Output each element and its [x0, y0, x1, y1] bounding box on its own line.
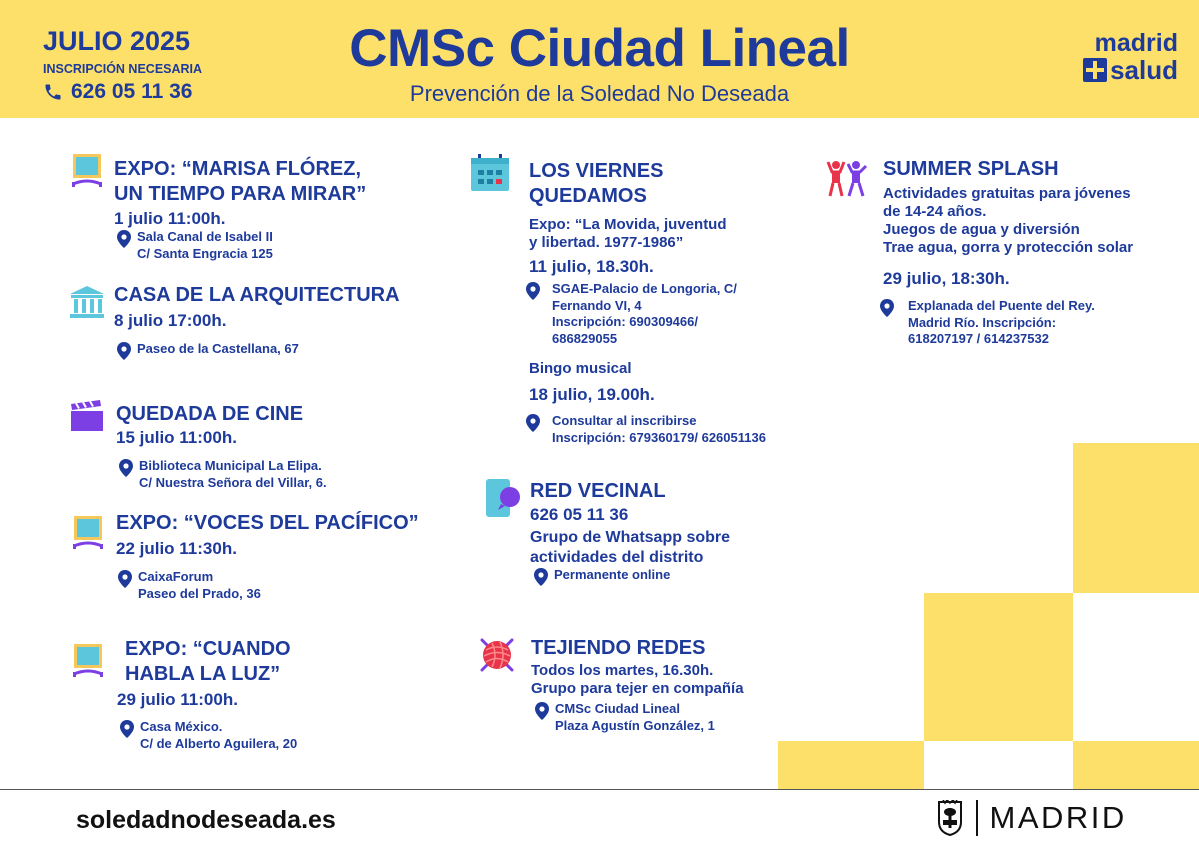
- location-line: Sala Canal de Isabel II: [137, 229, 273, 244]
- deco-block: [924, 593, 1073, 741]
- logo-salud-text: salud: [1110, 55, 1178, 85]
- event-description: Juegos de agua y diversión: [883, 221, 1080, 238]
- location-line: Explanada del Puente del Rey.: [908, 298, 1095, 313]
- madrid-wordmark: MADRID: [989, 800, 1127, 835]
- event-quedada-cine: [116, 402, 303, 449]
- location-line: 686829055: [552, 330, 618, 346]
- event-summer-splash: [883, 157, 1133, 290]
- location-line: Casa México.: [140, 719, 223, 734]
- event-phone: 626 05 11 36: [530, 505, 629, 524]
- header-phone-number: 626 05 11 36: [71, 80, 193, 103]
- event-date: 22 julio 11:30h.: [116, 539, 237, 558]
- event-title: CASA DE LA ARQUITECTURA: [114, 284, 400, 306]
- event-location: [526, 281, 737, 347]
- location-pin-icon: [880, 299, 894, 317]
- event-date: 11 julio, 18.30h.: [529, 257, 654, 276]
- event-description: de 14-24 años.: [883, 203, 987, 220]
- event-location: [119, 458, 327, 491]
- location-line: CaixaForum: [138, 569, 214, 584]
- event-bingo-musical: [529, 360, 655, 406]
- website-link[interactable]: soledadnodeseada.es: [76, 806, 336, 834]
- clapperboard-icon: [70, 400, 104, 432]
- chat-phone-icon: [484, 478, 522, 518]
- location-line: C/ Nuestra Señora del Villar, 6.: [139, 474, 327, 490]
- event-location: [526, 413, 766, 446]
- location-pin-icon: [526, 414, 540, 432]
- location-line: Plaza Agustín González, 1: [555, 717, 715, 733]
- event-cuando-habla-luz-date: [117, 689, 238, 711]
- event-location: [117, 229, 273, 262]
- event-date: 29 julio, 18:30h.: [883, 269, 1010, 288]
- location-line: C/ de Alberto Aguilera, 20: [140, 735, 298, 751]
- deco-block: [1073, 443, 1199, 593]
- event-description: Grupo de Whatsapp sobre: [530, 529, 731, 546]
- location-line: C/ Santa Engracia 125: [137, 245, 273, 261]
- picture-frame-icon: [72, 514, 104, 550]
- location-pin-icon: [117, 230, 131, 248]
- location-pin-icon: [119, 459, 133, 477]
- picture-frame-icon: [72, 642, 104, 678]
- museum-building-icon: [69, 285, 105, 319]
- location-pin-icon: [526, 282, 540, 300]
- calendar-icon: [470, 154, 510, 192]
- event-title: SUMMER SPLASH: [883, 158, 1059, 180]
- location-pin-icon: [118, 570, 132, 588]
- event-title: LOS VIERNES: [529, 160, 664, 182]
- event-casa-arquitectura: [114, 283, 400, 332]
- deco-block: [778, 741, 924, 789]
- location-pin-icon: [120, 720, 134, 738]
- location-pin-icon: [535, 702, 549, 720]
- location-line: Madrid Río. Inscripción:: [908, 314, 1057, 330]
- event-tejiendo-redes: [531, 636, 744, 698]
- event-title: RED VECINAL: [530, 480, 666, 502]
- dancing-people-icon: [824, 160, 868, 198]
- event-red-vecinal: [530, 479, 730, 568]
- logo-madrid-text: madrid: [1094, 29, 1178, 57]
- event-cuando-habla-luz: [125, 637, 291, 687]
- event-title: EXPO: “VOCES DEL PACÍFICO”: [116, 512, 419, 534]
- location-pin-icon: [117, 342, 131, 360]
- location-line: Inscripción: 690309466/: [552, 314, 698, 329]
- inscription-label: INSCRIPCIÓN NECESARIA: [43, 62, 203, 76]
- event-location: [534, 567, 670, 586]
- event-date: 18 julio, 19.00h.: [529, 385, 655, 404]
- madrid-coat-of-arms-icon: [936, 800, 964, 836]
- deco-block: [1073, 741, 1199, 789]
- footer-divider: [0, 789, 1199, 790]
- event-subtitle: Bingo musical: [529, 360, 632, 377]
- event-location: [880, 298, 1095, 348]
- location-line: Inscripción: 679360179/ 626051136: [552, 429, 766, 445]
- page-subtitle: Prevención de la Soledad No Deseada: [409, 81, 790, 106]
- event-viernes-quedamos: [529, 159, 727, 278]
- event-title: QUEDADA DE CINE: [116, 403, 304, 425]
- event-location: [117, 341, 299, 360]
- event-description: y libertad. 1977-1986”: [529, 234, 684, 251]
- event-title: EXPO: “CUANDO: [125, 638, 291, 660]
- location-line: Consultar al inscribirse: [552, 413, 697, 428]
- event-description: Expo: “La Movida, juventud: [529, 216, 727, 233]
- month-label: JULIO 2025: [43, 26, 191, 56]
- event-date: 15 julio 11:00h.: [116, 428, 237, 447]
- event-title: QUEDAMOS: [529, 185, 647, 207]
- event-date: 29 julio 11:00h.: [117, 690, 238, 709]
- event-location: [118, 569, 261, 602]
- event-description: actividades del distrito: [530, 549, 704, 566]
- page-title: CMSc Ciudad Lineal: [349, 19, 850, 78]
- event-title: UN TIEMPO PARA MIRAR”: [114, 183, 367, 205]
- header-band: [0, 0, 1199, 118]
- location-line: CMSc Ciudad Lineal: [555, 701, 680, 716]
- madrid-city-logo: [936, 800, 1127, 836]
- event-title: TEJIENDO REDES: [531, 637, 706, 659]
- event-location: [535, 701, 715, 734]
- location-line: SGAE-Palacio de Longoria, C/: [552, 281, 737, 296]
- event-description: Actividades gratuitas para jóvenes: [883, 185, 1131, 202]
- picture-frame-icon: [71, 152, 103, 188]
- health-cross-icon: [1083, 58, 1107, 82]
- madrid-salud-logo: [1068, 30, 1178, 84]
- event-title: EXPO: “MARISA FLÓREZ,: [114, 158, 362, 180]
- event-date: 8 julio 17:00h.: [114, 311, 227, 330]
- location-line: Permanente online: [554, 567, 671, 582]
- location-line: Paseo de la Castellana, 67: [137, 341, 299, 356]
- yarn-ball-icon: [478, 636, 516, 674]
- event-description: Grupo para tejer en compañía: [531, 680, 744, 697]
- event-marisa-florez: [114, 157, 366, 230]
- event-voces-pacifico: [116, 511, 419, 560]
- location-line: Fernando VI, 4: [552, 297, 642, 313]
- logo-separator: [976, 800, 978, 836]
- event-location: [120, 719, 297, 752]
- event-title: HABLA LA LUZ”: [125, 663, 281, 685]
- event-date: 1 julio 11:00h.: [114, 209, 226, 228]
- location-line: 618207197 / 614237532: [908, 331, 1049, 346]
- location-line: Paseo del Prado, 36: [138, 585, 261, 601]
- event-description: Trae agua, gorra y protección solar: [883, 239, 1134, 256]
- event-description: Todos los martes, 16.30h.: [531, 662, 714, 679]
- location-pin-icon: [534, 568, 548, 586]
- location-line: Biblioteca Municipal La Elipa.: [139, 458, 322, 473]
